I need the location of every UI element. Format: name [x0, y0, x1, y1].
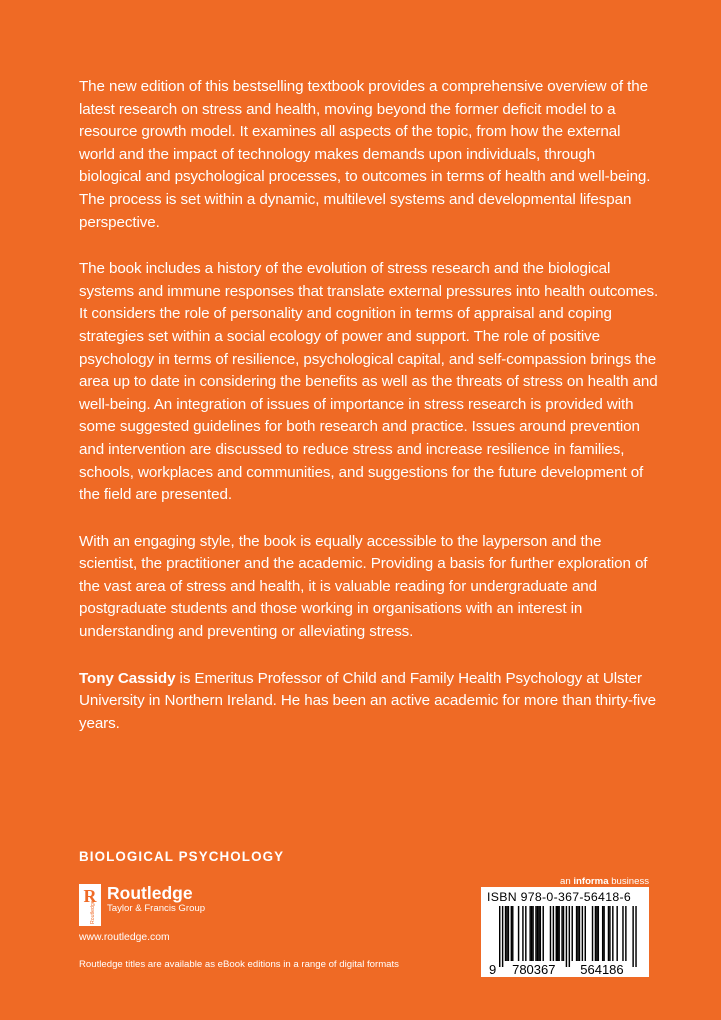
barcode-bar	[557, 906, 558, 961]
barcode-bar	[602, 906, 603, 961]
publisher-group: Taylor & Francis Group	[107, 903, 206, 914]
barcode-bar	[502, 906, 503, 967]
barcode-bar	[592, 906, 593, 961]
barcode-bar	[609, 906, 610, 961]
barcode-bar	[561, 906, 562, 961]
barcode-bar	[603, 906, 604, 961]
barcode-bar	[532, 906, 533, 961]
barcode-digits-right: 564186	[580, 962, 624, 976]
blurb-paragraph-2: The book includes a history of the evolution of stress research and the biological systems and immune responses that translate external pressures into health outcomes. It considers the role of personality and cognition in terms of appraisal and coping strategies set within a social ecology of power and support. The role of positive psychology in terms of resilience, psychological capital, and self-compassion brings the area up to date in considering the benefits as well as the threats of stress on health and well-being. An integration of issues of importance in stress research is provided with some suggested guidelines for both research and practice. Issues around prevention and intervention are discussed to reduce stress and increase resilience in families, schools, workplaces and communities, and suggestions for the future development of the field are presented.	[79, 260, 659, 504]
barcode-bar	[616, 906, 617, 961]
barcode-bar	[598, 906, 599, 961]
barcode-bar	[499, 906, 500, 967]
barcode-bar	[506, 906, 507, 961]
barcode-bar	[537, 906, 538, 961]
back-cover-blurb	[79, 76, 659, 759]
barcode-bar	[566, 906, 567, 967]
barcode-bar	[577, 906, 578, 961]
barcode-bar	[622, 906, 623, 961]
barcode-digits-left: 780367	[512, 962, 556, 976]
author-bio	[79, 668, 659, 736]
barcode-bar	[511, 906, 512, 961]
barcode-bar	[625, 906, 626, 961]
barcode-bar	[531, 906, 532, 961]
barcode-bar	[579, 906, 580, 961]
publisher-block	[79, 884, 205, 926]
blurb-paragraph-3: With an engaging style, the book is equally accessible to the layperson and the scientist, the practitioner and the academic. Providing a basis for further exploration of the vast area of stress and health, it is valuable reading for undergraduate and postgraduate students and those working in organisations with an interest in understanding and preventing or alleviating stress.	[79, 532, 648, 641]
barcode-bar	[595, 906, 596, 961]
informa-suffix: business	[608, 876, 650, 887]
isbn-barcode-box	[481, 887, 649, 977]
author-name: Tony Cassidy	[79, 669, 176, 687]
barcode-bar	[556, 906, 557, 961]
barcode-bar	[522, 906, 523, 961]
barcode-lead-digit: 9	[489, 962, 497, 976]
barcode-icon	[487, 906, 645, 976]
publisher-url[interactable]: www.routledge.com	[79, 932, 170, 943]
barcode-bar	[508, 906, 509, 961]
barcode-bar	[512, 906, 513, 961]
barcode-bar	[635, 906, 636, 967]
barcode-bar	[538, 906, 539, 961]
informa-brand: informa	[573, 876, 609, 887]
barcode-bar	[550, 906, 551, 961]
barcode-bar	[612, 906, 613, 961]
barcode-bar	[529, 906, 530, 961]
barcode-bar	[505, 906, 506, 961]
author-bio-text: is Emeritus Professor of Child and Family Health Psychology at Ulster University in Northern Ireland. He has been an active academic for more than thirty-five years.	[79, 669, 657, 732]
barcode-bar	[608, 906, 609, 961]
publisher-name: Routledge	[107, 883, 193, 903]
barcode-bar	[543, 906, 544, 961]
barcode-bar	[632, 906, 633, 967]
barcode-bar	[563, 906, 564, 961]
svg-text:R: R	[83, 886, 97, 906]
barcode-bar	[540, 906, 541, 961]
svg-text:Routledge: Routledge	[90, 900, 96, 924]
informa-business-label	[560, 876, 649, 887]
blurb-paragraph-1: The new edition of this bestselling textbook provides a comprehensive overview of the latest research on stress and health, moving beyond the former deficit model to a resource growth model. It examines all aspects of the topic, from how the external world and the impact of technology makes demands upon individuals, through biological and psychological processes, to outcomes in terms of health and well-being. The process is set within a dynamic, multilevel systems and developmental lifespan perspective.	[79, 78, 651, 231]
barcode-bar	[572, 906, 573, 961]
barcode-bar	[582, 906, 583, 961]
informa-prefix: an	[560, 876, 574, 887]
barcode-bar	[535, 906, 536, 961]
barcode-bar	[585, 906, 586, 961]
barcode-bar	[518, 906, 519, 961]
barcode-bar	[569, 906, 570, 967]
barcode-bar	[558, 906, 559, 961]
subject-category: BIOLOGICAL PSYCHOLOGY	[79, 849, 285, 864]
ebook-note: Routledge titles are available as eBook editions in a range of digital formats	[79, 959, 399, 970]
barcode-bar	[596, 906, 597, 961]
barcode-bar	[576, 906, 577, 961]
routledge-logo-icon	[79, 884, 101, 926]
isbn-label: ISBN 978-0-367-56418-6	[487, 890, 632, 904]
barcode-bar	[525, 906, 526, 961]
barcode-bar	[553, 906, 554, 961]
